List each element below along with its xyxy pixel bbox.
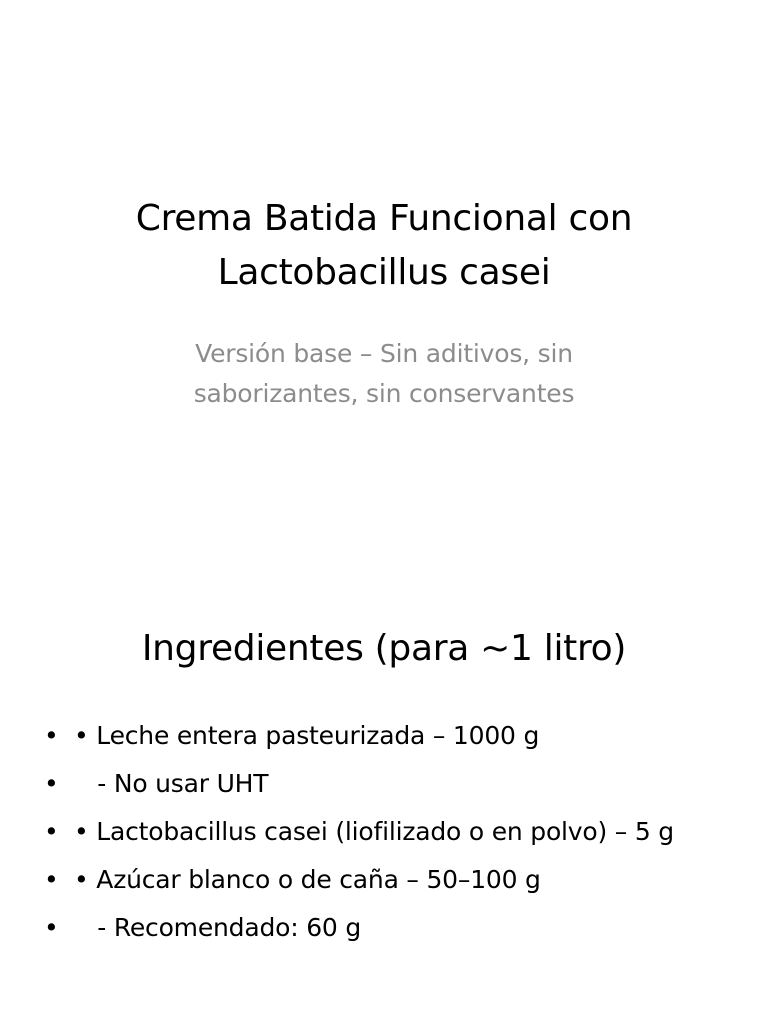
list-item-text: • Lactobacillus casei (liofilizado o en polvo) – 5 g — [74, 817, 674, 846]
slide-subtitle-line-2: saborizantes, sin conservantes — [193, 379, 575, 408]
ingredient-list — [0, 716, 768, 956]
list-item — [0, 908, 768, 948]
list-item-text: - No usar UHT — [74, 769, 269, 798]
bullet-icon: • — [44, 721, 59, 750]
bullet-icon: • — [44, 913, 59, 942]
list-item — [0, 860, 768, 900]
list-item-text: • Leche entera pasteurizada – 1000 g — [74, 721, 540, 750]
bullet-icon: • — [44, 817, 59, 846]
list-item — [0, 716, 768, 756]
list-item — [0, 764, 768, 804]
slide-title — [40, 192, 728, 300]
list-item — [0, 812, 768, 852]
slide-subtitle — [120, 334, 648, 414]
slide-title-line-1: Crema Batida Funcional con — [135, 198, 633, 239]
list-item-text: • Azúcar blanco o de caña – 50–100 g — [74, 865, 541, 894]
list-item-text: - Recomendado: 60 g — [74, 913, 362, 942]
slide-subtitle-line-1: Versión base – Sin aditivos, sin — [195, 339, 573, 368]
ingredients-heading: Ingredientes (para ~1 litro) — [141, 628, 627, 669]
slide-title-line-2: Lactobacillus casei — [217, 252, 551, 293]
bullet-icon: • — [44, 769, 59, 798]
bullet-icon: • — [44, 865, 59, 894]
ingredients-slide — [0, 576, 768, 1024]
